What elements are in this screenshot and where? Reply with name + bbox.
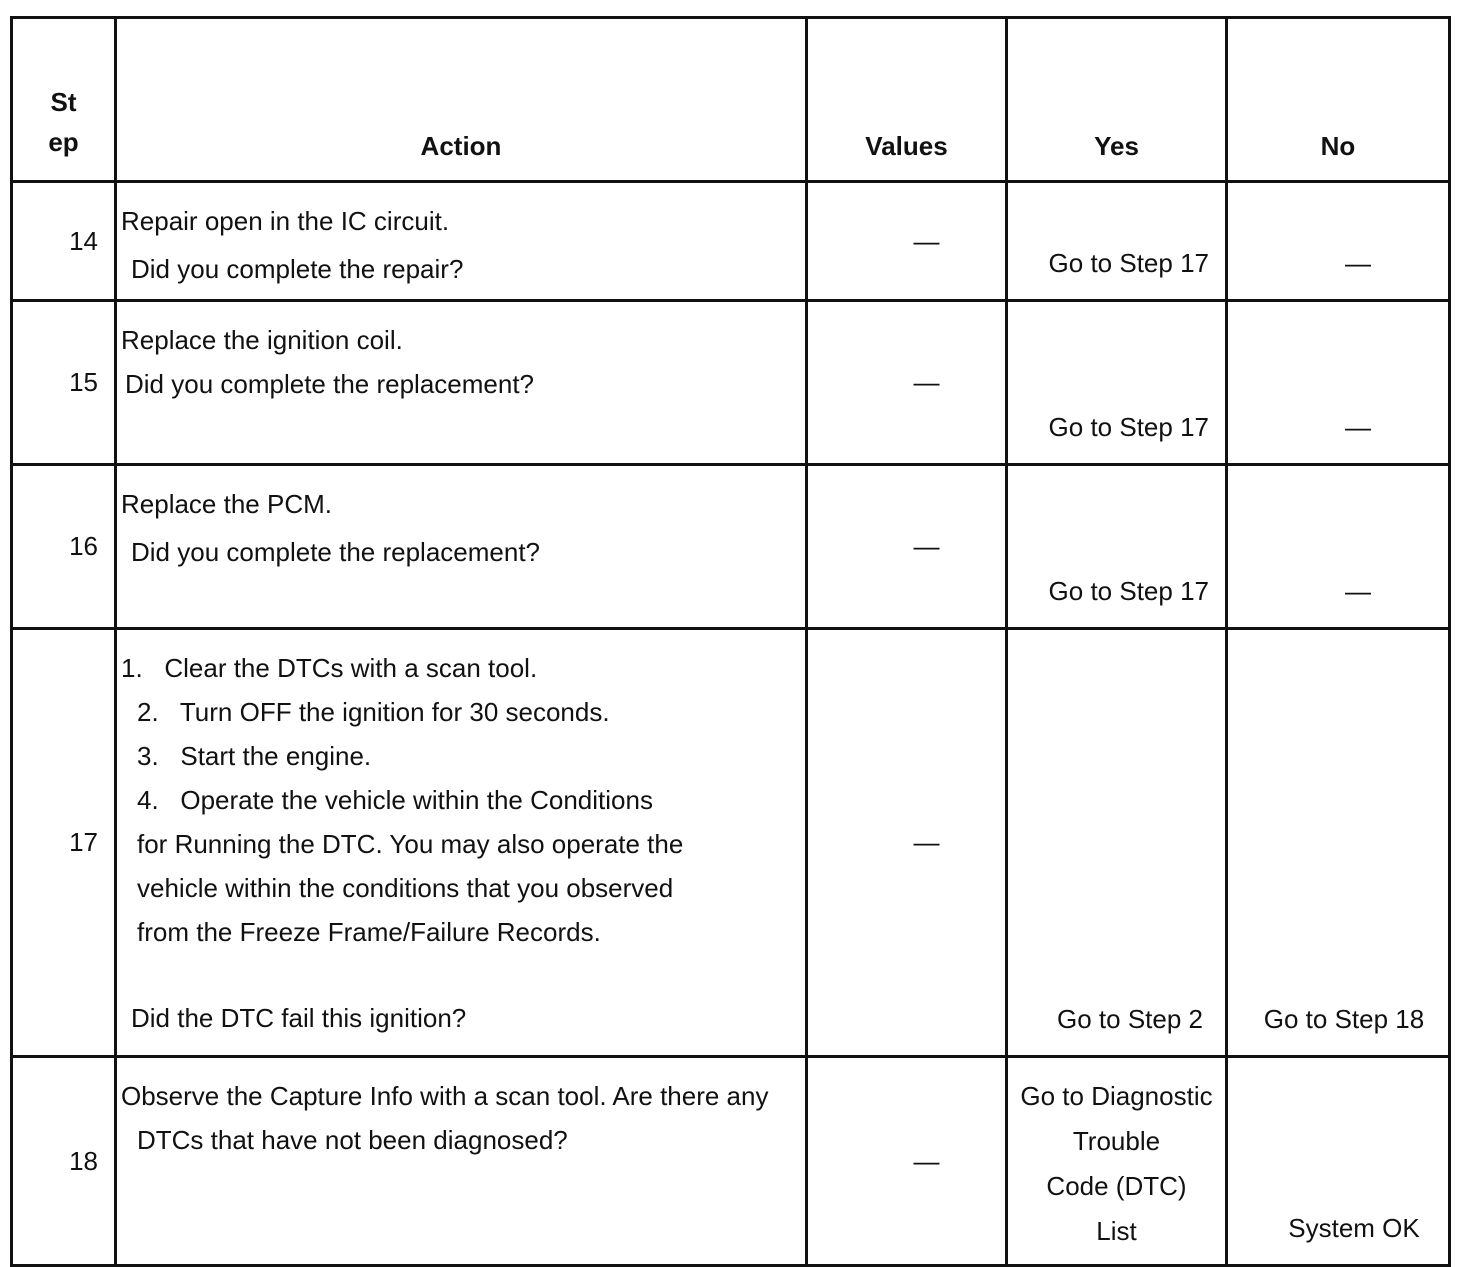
- header-no: No: [1227, 18, 1450, 182]
- yes-cell: Go to Step 17: [1007, 182, 1227, 301]
- no-cell: —: [1227, 182, 1450, 301]
- action-line: Replace the ignition coil.: [121, 325, 403, 355]
- action-cell: [116, 465, 807, 629]
- yes-cell: [1007, 1057, 1227, 1266]
- action-cell: [116, 1057, 807, 1266]
- table-row: [12, 182, 1450, 301]
- yes-cell: Go to Step 17: [1007, 465, 1227, 629]
- yes-line: Go to Diagnostic: [1020, 1081, 1213, 1111]
- table-row: [12, 629, 1450, 1057]
- no-cell: —: [1227, 301, 1450, 465]
- values-cell: —: [807, 182, 1007, 301]
- values-cell: —: [807, 1057, 1007, 1266]
- header-step-line1: St: [50, 87, 77, 117]
- table-row: [12, 465, 1450, 629]
- action-line: Did you complete the replacement?: [131, 537, 541, 567]
- diagnostic-table: [10, 16, 1451, 1267]
- action-line: Did you complete the repair?: [131, 254, 464, 284]
- action-cell: [116, 629, 807, 1057]
- header-step-line2: ep: [48, 127, 79, 157]
- no-cell: System OK: [1227, 1057, 1450, 1266]
- action-line: Observe the Capture Info with a scan tool. Are there any: [121, 1081, 769, 1111]
- action-line: 2. Turn OFF the ignition for 30 seconds.: [137, 697, 610, 727]
- action-line: Did the DTC fail this ignition?: [131, 1003, 467, 1033]
- table-row: [12, 301, 1450, 465]
- header-yes: Yes: [1007, 18, 1227, 182]
- table-row: [12, 1057, 1450, 1266]
- header-row: [12, 18, 1450, 182]
- action-line: Did you complete the replacement?: [125, 369, 535, 399]
- yes-line: Code (DTC): [1046, 1171, 1187, 1201]
- values-cell: —: [807, 301, 1007, 465]
- action-line: vehicle within the conditions that you observed: [137, 873, 674, 903]
- action-line: from the Freeze Frame/Failure Records.: [137, 917, 601, 947]
- yes-line: List: [1096, 1216, 1137, 1246]
- no-cell: Go to Step 18: [1227, 629, 1450, 1057]
- yes-line: Trouble: [1072, 1126, 1161, 1156]
- action-line: for Running the DTC. You may also operate the: [137, 829, 684, 859]
- action-line: Replace the PCM.: [121, 489, 332, 519]
- action-cell: [116, 301, 807, 465]
- values-cell: —: [807, 629, 1007, 1057]
- action-line: 4. Operate the vehicle within the Conditions: [137, 785, 653, 815]
- action-line: 1. Clear the DTCs with a scan tool.: [121, 653, 538, 683]
- header-action: Action: [116, 18, 807, 182]
- yes-cell: Go to Step 2: [1007, 629, 1227, 1057]
- action-line: Repair open in the IC circuit.: [121, 206, 450, 236]
- step-number: 15: [12, 301, 116, 465]
- action-line: 3. Start the engine.: [137, 741, 372, 771]
- no-cell: —: [1227, 465, 1450, 629]
- step-number: 17: [12, 629, 116, 1057]
- header-values: Values: [807, 18, 1007, 182]
- header-step: [12, 18, 116, 182]
- step-number: 16: [12, 465, 116, 629]
- yes-cell: Go to Step 17: [1007, 301, 1227, 465]
- step-number: 18: [12, 1057, 116, 1266]
- values-cell: —: [807, 465, 1007, 629]
- step-number: 14: [12, 182, 116, 301]
- action-line: DTCs that have not been diagnosed?: [137, 1125, 568, 1155]
- action-cell: [116, 182, 807, 301]
